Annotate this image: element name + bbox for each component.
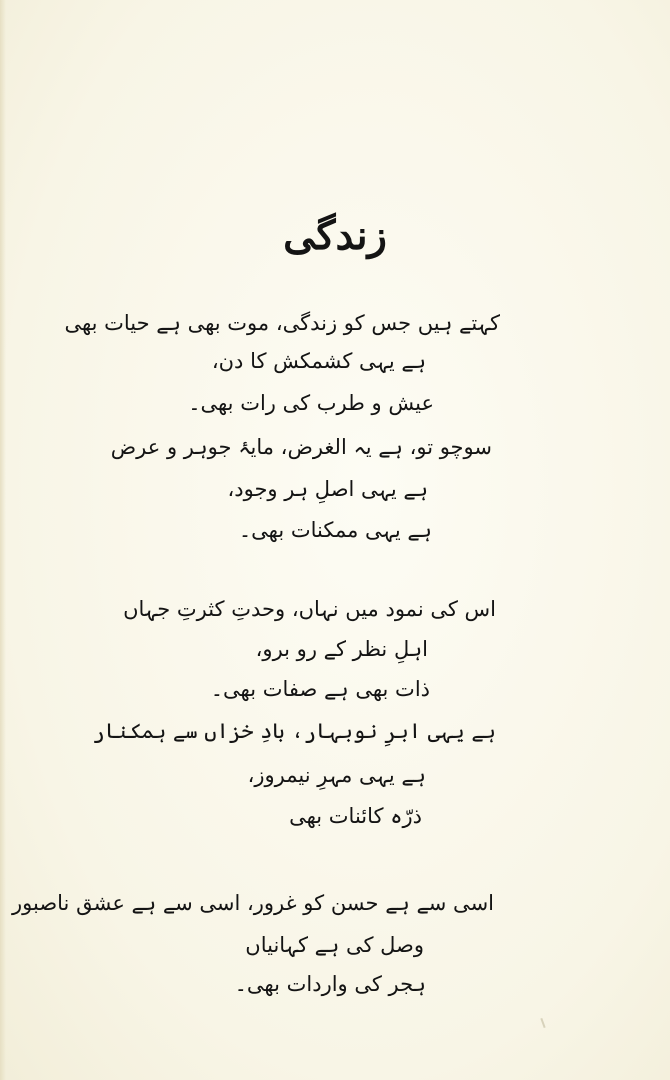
poem-line: ہے یہی کشمکش کا دن، [211,349,426,373]
poem-line: ہے یہی اصلِ ہر وجود، [227,477,428,501]
paper-speck [540,1018,545,1028]
poem-line: اس کی نمود میں نہاں، وحدتِ کثرتِ جہاں [123,597,496,621]
poem-line: اسی سے ہے حسن کو غرور، اسی سے ہے عشق ناصبور [12,891,494,915]
poem-title: زندگی [283,212,387,259]
poem-line: ذرّہ کائنات بھی [289,804,422,828]
poem-line: وصل کی ہے کہانیاں [245,933,424,957]
poem-line: اہلِ نظر کے رو برو، [255,637,428,661]
poem-line: ذات بھی ہے صفات بھی۔ [210,677,430,701]
poem-line: ہے یہی مہرِ نیمروز، [247,763,426,787]
poem-line: عیش و طرب کی رات بھی۔ [188,391,434,415]
poem-line: کہتے ہیں جس کو زندگی، موت بھی ہے حیات بھی [64,311,500,335]
poem-line: سوچو تو، ہے یہ الغرض، مایۂ جوہر و عرض [110,435,492,459]
poem-line: ہے یہی ممکنات بھی۔ [238,518,432,542]
poem-line: ہجر کی واردات بھی۔ [234,972,426,996]
page-edge-shadow [0,0,6,1080]
poem-line: ہے یہی ابرِ نوبہار، بادِ خزاں سے ہمکنار [92,719,496,743]
